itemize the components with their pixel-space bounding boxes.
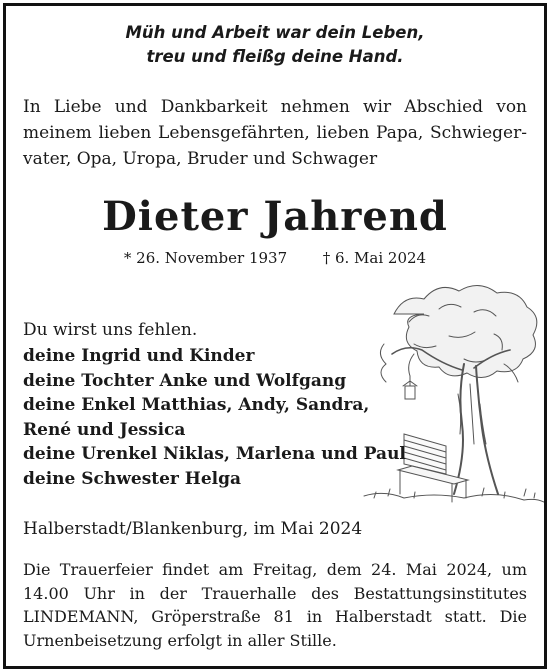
obituary-notice (3, 3, 547, 669)
mourner-line: René und Jessica (23, 419, 186, 440)
birth-date: * 26. November 1937 (123, 249, 288, 267)
mourner-line: deine Schwester Helga (23, 468, 242, 489)
closing-phrase: Du wirst uns fehlen. (23, 320, 198, 340)
death-date: † 6. Mai 2024 (322, 249, 427, 267)
motto-line-1: Müh und Arbeit war dein Leben, (125, 23, 425, 42)
deceased-name: Dieter Jahrend (102, 193, 448, 240)
mourner-line: deine Ingrid und Kinder (23, 346, 255, 366)
mourner-line: deine Tochter Anke und Wolfgang (23, 370, 347, 391)
place-and-date: Halberstadt/Blankenburg, im Mai 2024 (23, 519, 363, 539)
mourner-line: deine Urenkel Niklas, Marlena und Paul (23, 444, 406, 464)
mourners-list (23, 344, 406, 491)
mourner-line: deine Enkel Matthias, Andy, Sandra, (23, 395, 370, 415)
funeral-details: Die Trauerfeier findet am Freitag, dem 24. Mai 2024, um 14.00 Uhr in der Trauerhalle des Bestattungsinstitutes LINDEMANN, Gröperstraße 81 in Halberstadt statt. Die Urnenbeisetzung erfolgt in aller Stille. (23, 560, 527, 650)
life-dates (6, 248, 544, 268)
motto (6, 21, 544, 69)
intro-text: In Liebe und Dankbarkeit nehmen wir Abschied von meinem lieben Lebensgefährten, lieben Papa, Schwieger-vater, Opa, Uropa, Bruder und Schwager (23, 97, 527, 169)
motto-line-2: treu und fleißg deine Hand. (146, 47, 404, 66)
